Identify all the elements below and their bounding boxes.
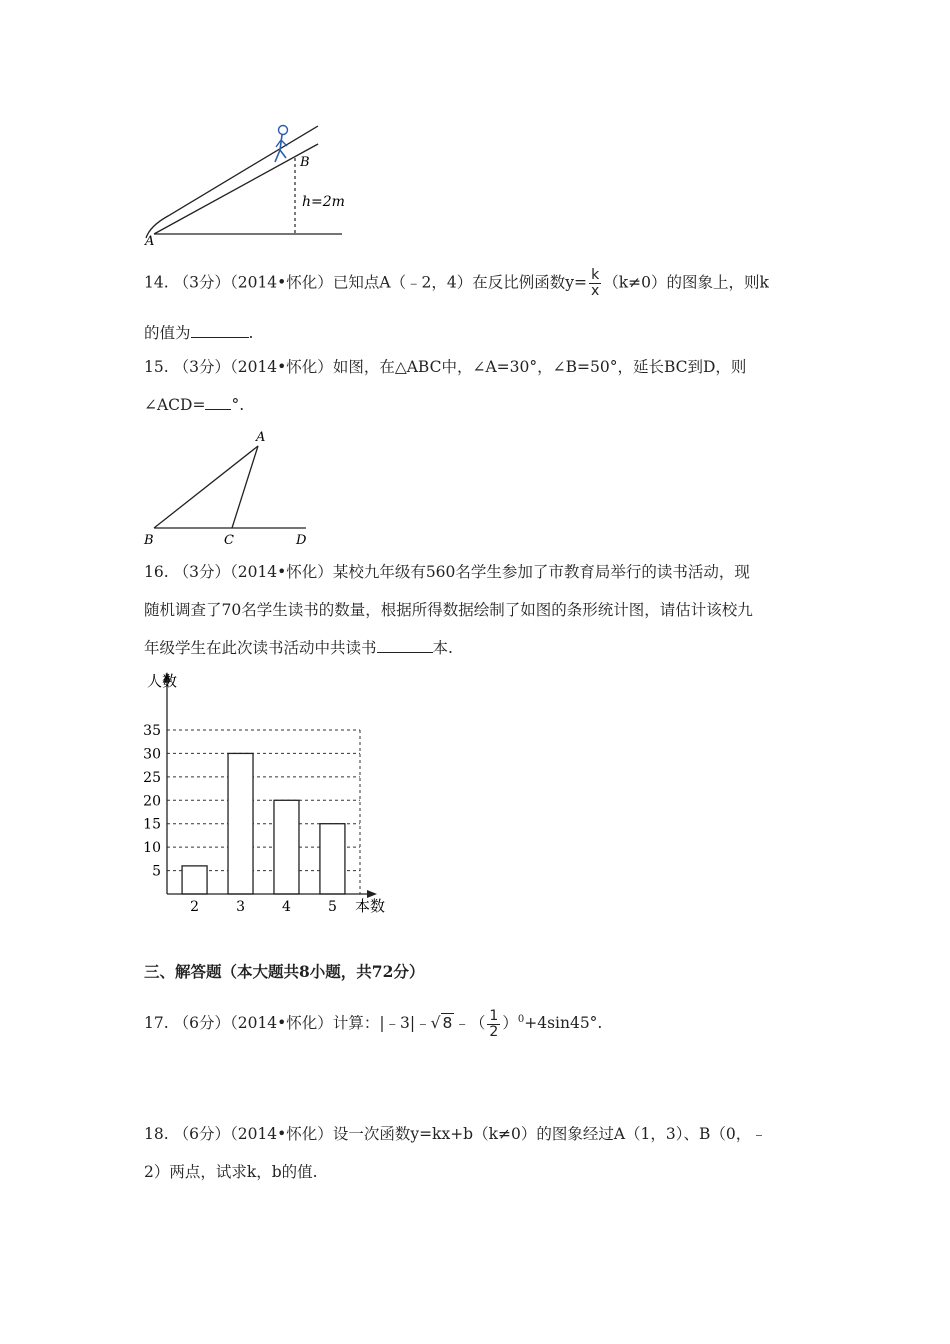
y-tick-label-5: 5 [152,863,161,880]
fig15-label-C: C [224,533,234,548]
q18-number: 18. [144,1125,169,1143]
q16-text-b: 随机调查了70名学生读书的数量，根据所得数据绘制了如图的条形统计图，请估计该校九 [144,601,753,619]
q16-answer-blank[interactable] [377,637,433,653]
q18-text-b: 2）两点，试求k，b的值. [144,1163,318,1181]
x-tick-label-5: 5 [327,899,337,915]
q14-number: 14. [144,273,169,292]
q18-score: （6分） [173,1125,230,1143]
bar-3 [228,753,253,894]
q15-number: 15. [144,358,169,376]
q17-score: （6分） [173,1014,230,1033]
q17-frac-den: 2 [489,1023,499,1040]
q17-text-b: ﹣（ [454,1014,486,1033]
q17-sqrt [431,1007,455,1039]
bar-4 [274,800,299,894]
q16-line2 [144,599,753,621]
q14-text-end: . [248,324,254,342]
q14-frac-num: k [589,268,601,284]
y-tick-label-25: 25 [143,769,161,786]
q17-frac-num: 1 [489,1007,499,1024]
bar-chart [135,664,397,922]
y-tick-label-10: 10 [143,840,161,857]
x-tick-label-4: 4 [282,899,291,915]
q17-text-d: +4sin45°. [524,1014,603,1033]
q16-number: 16. [144,563,169,581]
q16-text-end: 本. [432,639,453,657]
section3-title: 三、解答题（本大题共8小题，共72分） [144,962,425,981]
q17-number: 17. [144,1014,169,1033]
y-tick-label-30: 30 [143,746,161,763]
chart-y-label: 人数 [147,672,178,690]
q14-line2 [144,322,253,344]
q17-sqrt-value: 8 [442,1014,453,1033]
q17-text-a: 计算：|﹣3|﹣ [332,1014,431,1033]
chart-x-ticks [190,899,337,915]
fig15-label-A: A [256,430,266,445]
triangle-figure [140,426,320,550]
x-tick-label-3: 3 [236,899,245,915]
q17-line1 [144,1004,602,1040]
slope-figure [140,122,355,248]
slope-lower-line [154,144,318,234]
q16-score: （3分） [173,563,230,581]
q14-text-c: 的值为 [144,324,191,342]
q17-source: （2014•怀化） [229,1014,333,1033]
chart-y-ticks [143,723,161,880]
q14-score: （3分） [173,273,230,292]
q15-answer-blank[interactable] [205,394,231,410]
q18-source: （2014•怀化） [229,1125,333,1143]
fig13-label-h: h=2m [302,194,345,210]
q16-text-a: 某校九年级有560名学生参加了市教育局举行的读书活动，现 [332,563,750,581]
q15-text-end: °. [231,396,245,414]
q14-answer-blank[interactable] [191,322,249,338]
q14-source: （2014•怀化） [229,273,333,292]
y-tick-label-20: 20 [143,793,161,810]
q18-text-a: 设一次函数y=kx+b（k≠0）的图象经过A（1，3）、B（0，﹣ [332,1125,767,1143]
q16-source: （2014•怀化） [229,563,333,581]
q15-line1 [144,356,746,378]
q16-text-c: 年级学生在此次读书活动中共读书 [144,639,377,657]
slope-upper-line [146,126,318,238]
q14-frac-den: x [590,283,600,299]
sqrt-symbol-icon: √ [430,1014,441,1033]
fig13-label-A: A [145,234,155,248]
q18-line2 [144,1161,318,1183]
bar-5 [320,824,345,894]
q15-text-a: 如图，在△ABC中，∠A=30°，∠B=50°，延长BC到D，则 [332,358,747,376]
fig15-label-B: B [144,533,154,548]
segment-AC [232,446,258,528]
q15-line2 [144,394,244,416]
y-tick-label-35: 35 [143,723,161,739]
q14-line1 [144,268,769,299]
y-tick-label-15: 15 [143,816,161,833]
fig15-label-D: D [296,533,307,548]
q17-text-c: ） [502,1014,518,1033]
chart-x-label: 本数 [355,897,386,915]
q14-text-b: （k≠0）的图象上，则k [603,273,769,292]
q14-fraction [589,268,601,299]
q18-line1 [144,1123,767,1145]
q17-fraction [487,1009,500,1040]
x-tick-label-2: 2 [190,899,200,915]
q14-text-a: 已知点A（﹣2，4）在反比例函数y= [332,273,587,292]
q16-line3 [144,637,453,659]
walking-person-icon [275,126,288,163]
bar-2 [182,866,207,894]
segment-AB [154,446,258,528]
q15-text-b: ∠ACD= [144,396,206,414]
q17-exponent: 0 [517,1014,525,1025]
fig13-label-B: B [300,155,310,170]
q15-source: （2014•怀化） [229,358,333,376]
q16-line1 [144,561,750,583]
q15-score: （3分） [173,358,230,376]
